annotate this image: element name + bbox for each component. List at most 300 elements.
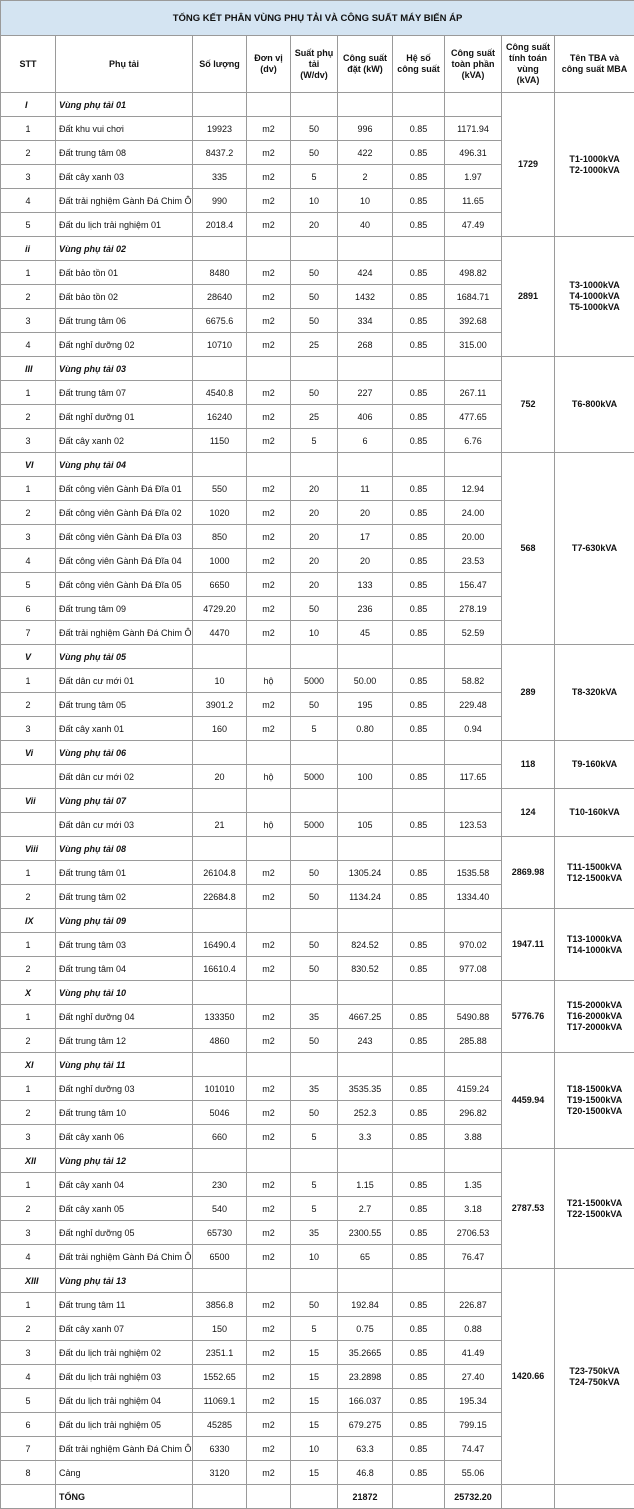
row-quantity: 10: [193, 669, 247, 693]
row-apparent-power: 156.47: [445, 573, 502, 597]
row-installed-power: 2.7: [338, 1197, 393, 1221]
row-quantity: 990: [193, 189, 247, 213]
row-quantity: 28640: [193, 285, 247, 309]
zone-transformers: [555, 93, 634, 237]
row-power-factor: 0.85: [393, 501, 445, 525]
row-stt: 2: [1, 1029, 56, 1053]
row-unit: m2: [247, 573, 291, 597]
row-quantity: 230: [193, 1173, 247, 1197]
row-load-name: Đất bảo tồn 02: [56, 285, 193, 309]
row-load-name: Đất nghỉ dưỡng 05: [56, 1221, 193, 1245]
empty-cell: [247, 1149, 291, 1173]
row-load-name: Đất cây xanh 03: [56, 165, 193, 189]
row-quantity: 150: [193, 1317, 247, 1341]
row-unit: m2: [247, 429, 291, 453]
row-load-rate: 25: [291, 333, 338, 357]
row-stt: 1: [1, 1293, 56, 1317]
row-apparent-power: 0.88: [445, 1317, 502, 1341]
zone-transformers: [555, 837, 634, 909]
row-power-factor: 0.85: [393, 1365, 445, 1389]
row-unit: m2: [247, 1437, 291, 1461]
empty-cell: [445, 93, 502, 117]
row-power-factor: 0.85: [393, 261, 445, 285]
row-quantity: 133350: [193, 1005, 247, 1029]
row-quantity: 4860: [193, 1029, 247, 1053]
empty-cell: [291, 981, 338, 1005]
zone-number: V: [1, 645, 56, 669]
row-load-name: Đất cây xanh 01: [56, 717, 193, 741]
row-load-rate: 50: [291, 597, 338, 621]
empty-cell: [291, 789, 338, 813]
zone-computed-power: 568: [502, 453, 555, 645]
row-apparent-power: 226.87: [445, 1293, 502, 1317]
row-quantity: 5046: [193, 1101, 247, 1125]
transformer-label: T2-1000kVA: [558, 165, 631, 176]
transformer-label: T8-320kVA: [558, 687, 631, 698]
zone-name: Vùng phụ tải 04: [56, 453, 193, 477]
row-apparent-power: 278.19: [445, 597, 502, 621]
empty-cell: [193, 1269, 247, 1293]
row-apparent-power: 3.18: [445, 1197, 502, 1221]
row-load-rate: 10: [291, 189, 338, 213]
row-apparent-power: 267.11: [445, 381, 502, 405]
row-apparent-power: 2706.53: [445, 1221, 502, 1245]
row-installed-power: 679.275: [338, 1413, 393, 1437]
row-installed-power: 105: [338, 813, 393, 837]
row-installed-power: 252.3: [338, 1101, 393, 1125]
row-unit: hộ: [247, 813, 291, 837]
zone-computed-power: 118: [502, 741, 555, 789]
transformer-label: T21-1500kVA: [558, 1198, 631, 1209]
zone-transformers: [555, 237, 634, 357]
row-installed-power: 824.52: [338, 933, 393, 957]
zone-name: Vùng phụ tải 11: [56, 1053, 193, 1077]
row-unit: m2: [247, 693, 291, 717]
row-power-factor: 0.85: [393, 1461, 445, 1485]
total-installed-power: 21872: [338, 1485, 393, 1509]
row-installed-power: 1.15: [338, 1173, 393, 1197]
empty-cell: [393, 453, 445, 477]
row-quantity: 6500: [193, 1245, 247, 1269]
row-load-name: Đất trung tâm 09: [56, 597, 193, 621]
row-power-factor: 0.85: [393, 621, 445, 645]
row-power-factor: 0.85: [393, 1317, 445, 1341]
row-quantity: 2018.4: [193, 213, 247, 237]
zone-number: III: [1, 357, 56, 381]
row-load-rate: 35: [291, 1077, 338, 1101]
row-apparent-power: 123.53: [445, 813, 502, 837]
row-unit: m2: [247, 1029, 291, 1053]
row-unit: m2: [247, 261, 291, 285]
empty-cell: [393, 645, 445, 669]
row-apparent-power: 392.68: [445, 309, 502, 333]
empty-cell: [291, 909, 338, 933]
row-apparent-power: 74.47: [445, 1437, 502, 1461]
row-power-factor: 0.85: [393, 597, 445, 621]
empty-cell: [291, 93, 338, 117]
row-load-name: Đất trung tâm 02: [56, 885, 193, 909]
zone-computed-power: 5776.76: [502, 981, 555, 1053]
zone-number: VI: [1, 453, 56, 477]
empty-cell: [247, 1053, 291, 1077]
empty-cell: [445, 357, 502, 381]
row-apparent-power: 41.49: [445, 1341, 502, 1365]
empty-cell: [502, 1485, 555, 1509]
row-load-name: Đất khu vui chơi: [56, 117, 193, 141]
transformer-label: T15-2000kVA: [558, 1000, 631, 1011]
row-apparent-power: 6.76: [445, 429, 502, 453]
row-power-factor: 0.85: [393, 1389, 445, 1413]
row-quantity: 101010: [193, 1077, 247, 1101]
zone-transformers: [555, 981, 634, 1053]
row-installed-power: 23.2898: [338, 1365, 393, 1389]
row-load-rate: 5: [291, 717, 338, 741]
row-load-rate: 15: [291, 1389, 338, 1413]
zone-transformers: [555, 453, 634, 645]
row-unit: m2: [247, 885, 291, 909]
row-quantity: 1552.65: [193, 1365, 247, 1389]
row-load-rate: 5: [291, 1173, 338, 1197]
row-unit: m2: [247, 549, 291, 573]
row-power-factor: 0.85: [393, 1245, 445, 1269]
zone-number: XIII: [1, 1269, 56, 1293]
empty-cell: [193, 645, 247, 669]
row-apparent-power: 0.94: [445, 717, 502, 741]
row-apparent-power: 1334.40: [445, 885, 502, 909]
row-installed-power: 1134.24: [338, 885, 393, 909]
row-load-name: Đất công viên Gành Đá Đĩa 05: [56, 573, 193, 597]
zone-header-row: [1, 909, 634, 933]
zone-name: Vùng phụ tải 06: [56, 741, 193, 765]
row-load-rate: 10: [291, 1437, 338, 1461]
zone-computed-power: 2787.53: [502, 1149, 555, 1269]
zone-header-row: [1, 1269, 634, 1293]
empty-cell: [193, 741, 247, 765]
zone-computed-power: 752: [502, 357, 555, 453]
row-apparent-power: 477.65: [445, 405, 502, 429]
row-load-rate: 50: [291, 141, 338, 165]
row-installed-power: 20: [338, 501, 393, 525]
row-installed-power: 195: [338, 693, 393, 717]
empty-cell: [291, 645, 338, 669]
row-stt: 2: [1, 141, 56, 165]
row-quantity: 160: [193, 717, 247, 741]
zone-name: Vùng phụ tải 07: [56, 789, 193, 813]
row-load-name: Đất trung tâm 01: [56, 861, 193, 885]
row-stt: 2: [1, 957, 56, 981]
empty-cell: [291, 1269, 338, 1293]
row-quantity: 6330: [193, 1437, 247, 1461]
row-apparent-power: 296.82: [445, 1101, 502, 1125]
row-power-factor: 0.85: [393, 381, 445, 405]
row-power-factor: 0.85: [393, 765, 445, 789]
row-power-factor: 0.85: [393, 165, 445, 189]
row-quantity: 335: [193, 165, 247, 189]
row-stt: [1, 765, 56, 789]
row-load-rate: 20: [291, 477, 338, 501]
zone-name: Vùng phụ tải 13: [56, 1269, 193, 1293]
row-power-factor: 0.85: [393, 1221, 445, 1245]
row-stt: 3: [1, 165, 56, 189]
zone-transformers: [555, 909, 634, 981]
row-installed-power: 50.00: [338, 669, 393, 693]
empty-cell: [247, 1269, 291, 1293]
row-unit: m2: [247, 381, 291, 405]
row-installed-power: 65: [338, 1245, 393, 1269]
row-stt: 7: [1, 1437, 56, 1461]
row-load-name: Cảng: [56, 1461, 193, 1485]
row-apparent-power: 1535.58: [445, 861, 502, 885]
row-apparent-power: 24.00: [445, 501, 502, 525]
row-power-factor: 0.85: [393, 189, 445, 213]
zone-transformers: [555, 357, 634, 453]
row-load-name: Đất trải nghiệm Gành Đá Chim Ô: [56, 621, 193, 645]
row-load-rate: 20: [291, 213, 338, 237]
zone-name: Vùng phụ tải 03: [56, 357, 193, 381]
zone-computed-power: 1729: [502, 93, 555, 237]
row-load-rate: 20: [291, 501, 338, 525]
row-load-rate: 15: [291, 1365, 338, 1389]
row-apparent-power: 498.82: [445, 261, 502, 285]
row-installed-power: 46.8: [338, 1461, 393, 1485]
empty-cell: [193, 981, 247, 1005]
row-unit: m2: [247, 165, 291, 189]
row-load-name: Đất công viên Gành Đá Đĩa 03: [56, 525, 193, 549]
row-load-name: Đất nghỉ dưỡng 03: [56, 1077, 193, 1101]
empty-cell: [338, 357, 393, 381]
empty-cell: [445, 837, 502, 861]
row-installed-power: 166.037: [338, 1389, 393, 1413]
row-installed-power: 227: [338, 381, 393, 405]
row-stt: 2: [1, 501, 56, 525]
row-unit: m2: [247, 1005, 291, 1029]
row-load-rate: 50: [291, 1293, 338, 1317]
row-load-name: Đất trung tâm 12: [56, 1029, 193, 1053]
row-installed-power: 236: [338, 597, 393, 621]
row-power-factor: 0.85: [393, 285, 445, 309]
header-transformer: Tên TBA và công suất MBA: [555, 36, 634, 93]
row-installed-power: 3535.35: [338, 1077, 393, 1101]
row-stt: 5: [1, 213, 56, 237]
row-load-name: Đất nghỉ dưỡng 04: [56, 1005, 193, 1029]
row-apparent-power: 5490.88: [445, 1005, 502, 1029]
row-load-name: Đất du lịch trải nghiệm 02: [56, 1341, 193, 1365]
row-unit: m2: [247, 1197, 291, 1221]
transformer-label: T11-1500kVA: [558, 862, 631, 873]
row-power-factor: 0.85: [393, 885, 445, 909]
row-quantity: 21: [193, 813, 247, 837]
zone-transformers: [555, 741, 634, 789]
row-load-rate: 5: [291, 165, 338, 189]
empty-cell: [338, 981, 393, 1005]
row-stt: [1, 813, 56, 837]
zone-header-row: [1, 237, 634, 261]
zone-computed-power: 124: [502, 789, 555, 837]
row-unit: m2: [247, 405, 291, 429]
zone-number: Viii: [1, 837, 56, 861]
transformer-label: T23-750kVA: [558, 1366, 631, 1377]
row-stt: 6: [1, 597, 56, 621]
transformer-label: T14-1000kVA: [558, 945, 631, 956]
row-installed-power: 192.84: [338, 1293, 393, 1317]
row-quantity: 19923: [193, 117, 247, 141]
row-load-rate: 10: [291, 621, 338, 645]
row-power-factor: 0.85: [393, 1293, 445, 1317]
empty-cell: [193, 237, 247, 261]
row-apparent-power: 3.88: [445, 1125, 502, 1149]
zone-header-row: [1, 981, 634, 1005]
empty-cell: [445, 741, 502, 765]
row-power-factor: 0.85: [393, 1197, 445, 1221]
row-load-name: Đất công viên Gành Đá Đĩa 04: [56, 549, 193, 573]
row-stt: 5: [1, 1389, 56, 1413]
row-quantity: 45285: [193, 1413, 247, 1437]
row-power-factor: 0.85: [393, 477, 445, 501]
row-load-name: Đất cây xanh 04: [56, 1173, 193, 1197]
empty-cell: [247, 1485, 291, 1509]
zone-number: ii: [1, 237, 56, 261]
row-stt: 6: [1, 1413, 56, 1437]
header-stt: STT: [1, 36, 56, 93]
row-load-rate: 15: [291, 1461, 338, 1485]
row-stt: 3: [1, 1125, 56, 1149]
header-row: [1, 36, 634, 93]
row-installed-power: 422: [338, 141, 393, 165]
zone-number: X: [1, 981, 56, 1005]
row-unit: m2: [247, 933, 291, 957]
table-title: TỔNG KẾT PHÂN VÙNG PHỤ TẢI VÀ CÔNG SUẤT MÁY BIẾN ÁP: [1, 1, 634, 36]
row-quantity: 1000: [193, 549, 247, 573]
row-installed-power: 17: [338, 525, 393, 549]
row-installed-power: 268: [338, 333, 393, 357]
row-power-factor: 0.85: [393, 1341, 445, 1365]
row-installed-power: 1305.24: [338, 861, 393, 885]
transformer-label: T5-1000kVA: [558, 302, 631, 313]
row-power-factor: 0.85: [393, 549, 445, 573]
row-quantity: 4540.8: [193, 381, 247, 405]
zone-header-row: [1, 453, 634, 477]
transformer-label: T4-1000kVA: [558, 291, 631, 302]
row-apparent-power: 12.94: [445, 477, 502, 501]
zone-computed-power: 1420.66: [502, 1269, 555, 1485]
empty-cell: [291, 837, 338, 861]
row-load-name: Đất trung tâm 10: [56, 1101, 193, 1125]
row-unit: m2: [247, 477, 291, 501]
row-quantity: 16240: [193, 405, 247, 429]
row-power-factor: 0.85: [393, 1005, 445, 1029]
row-quantity: 850: [193, 525, 247, 549]
row-load-name: Đất trải nghiệm Gành Đá Chim Ô: [56, 1437, 193, 1461]
row-power-factor: 0.85: [393, 213, 445, 237]
empty-cell: [393, 981, 445, 1005]
empty-cell: [291, 237, 338, 261]
row-unit: m2: [247, 1365, 291, 1389]
row-installed-power: 100: [338, 765, 393, 789]
zone-computed-power: 2869.98: [502, 837, 555, 909]
row-installed-power: 4667.25: [338, 1005, 393, 1029]
row-installed-power: 3.3: [338, 1125, 393, 1149]
empty-cell: [193, 909, 247, 933]
empty-cell: [193, 1149, 247, 1173]
transformer-label: T10-160kVA: [558, 807, 631, 818]
row-quantity: 20: [193, 765, 247, 789]
row-installed-power: 63.3: [338, 1437, 393, 1461]
row-quantity: 540: [193, 1197, 247, 1221]
row-unit: m2: [247, 1341, 291, 1365]
empty-cell: [393, 1485, 445, 1509]
transformer-label: T16-2000kVA: [558, 1011, 631, 1022]
row-installed-power: 830.52: [338, 957, 393, 981]
row-unit: m2: [247, 1317, 291, 1341]
row-stt: 4: [1, 333, 56, 357]
total-apparent-power: 25732.20: [445, 1485, 502, 1509]
row-load-rate: 5000: [291, 669, 338, 693]
row-load-name: Đất trung tâm 07: [56, 381, 193, 405]
row-quantity: 6650: [193, 573, 247, 597]
empty-cell: [291, 1485, 338, 1509]
header-unit: Đơn vị (dv): [247, 36, 291, 93]
row-quantity: 10710: [193, 333, 247, 357]
row-stt: 1: [1, 261, 56, 285]
row-load-name: Đất cây xanh 07: [56, 1317, 193, 1341]
zone-name: Vùng phụ tải 02: [56, 237, 193, 261]
row-load-name: Đất trung tâm 05: [56, 693, 193, 717]
empty-cell: [338, 93, 393, 117]
empty-cell: [445, 237, 502, 261]
row-load-name: Đất trung tâm 11: [56, 1293, 193, 1317]
row-quantity: 3901.2: [193, 693, 247, 717]
header-apparent-power: Công suất toàn phần (kVA): [445, 36, 502, 93]
row-stt: 3: [1, 309, 56, 333]
row-unit: m2: [247, 1077, 291, 1101]
row-quantity: 8437.2: [193, 141, 247, 165]
empty-cell: [393, 837, 445, 861]
row-load-name: Đất trung tâm 08: [56, 141, 193, 165]
row-load-rate: 5: [291, 429, 338, 453]
row-stt: 1: [1, 117, 56, 141]
row-load-name: Đất du lịch trải nghiệm 05: [56, 1413, 193, 1437]
zone-number: I: [1, 93, 56, 117]
transformer-label: T12-1500kVA: [558, 873, 631, 884]
row-apparent-power: 117.65: [445, 765, 502, 789]
empty-cell: [247, 453, 291, 477]
row-load-rate: 5: [291, 1197, 338, 1221]
row-stt: 4: [1, 189, 56, 213]
row-load-rate: 50: [291, 693, 338, 717]
row-power-factor: 0.85: [393, 309, 445, 333]
row-stt: 1: [1, 933, 56, 957]
row-load-rate: 50: [291, 285, 338, 309]
row-power-factor: 0.85: [393, 333, 445, 357]
empty-cell: [445, 453, 502, 477]
empty-cell: [338, 453, 393, 477]
row-installed-power: 1432: [338, 285, 393, 309]
row-apparent-power: 229.48: [445, 693, 502, 717]
row-stt: 3: [1, 525, 56, 549]
row-apparent-power: 1.35: [445, 1173, 502, 1197]
zone-computed-power: 289: [502, 645, 555, 741]
row-power-factor: 0.85: [393, 813, 445, 837]
empty-cell: [247, 93, 291, 117]
row-unit: m2: [247, 717, 291, 741]
row-stt: 1: [1, 861, 56, 885]
empty-cell: [338, 837, 393, 861]
row-load-rate: 50: [291, 957, 338, 981]
row-load-rate: 50: [291, 117, 338, 141]
row-load-rate: 35: [291, 1221, 338, 1245]
zone-header-row: [1, 357, 634, 381]
empty-cell: [193, 1485, 247, 1509]
